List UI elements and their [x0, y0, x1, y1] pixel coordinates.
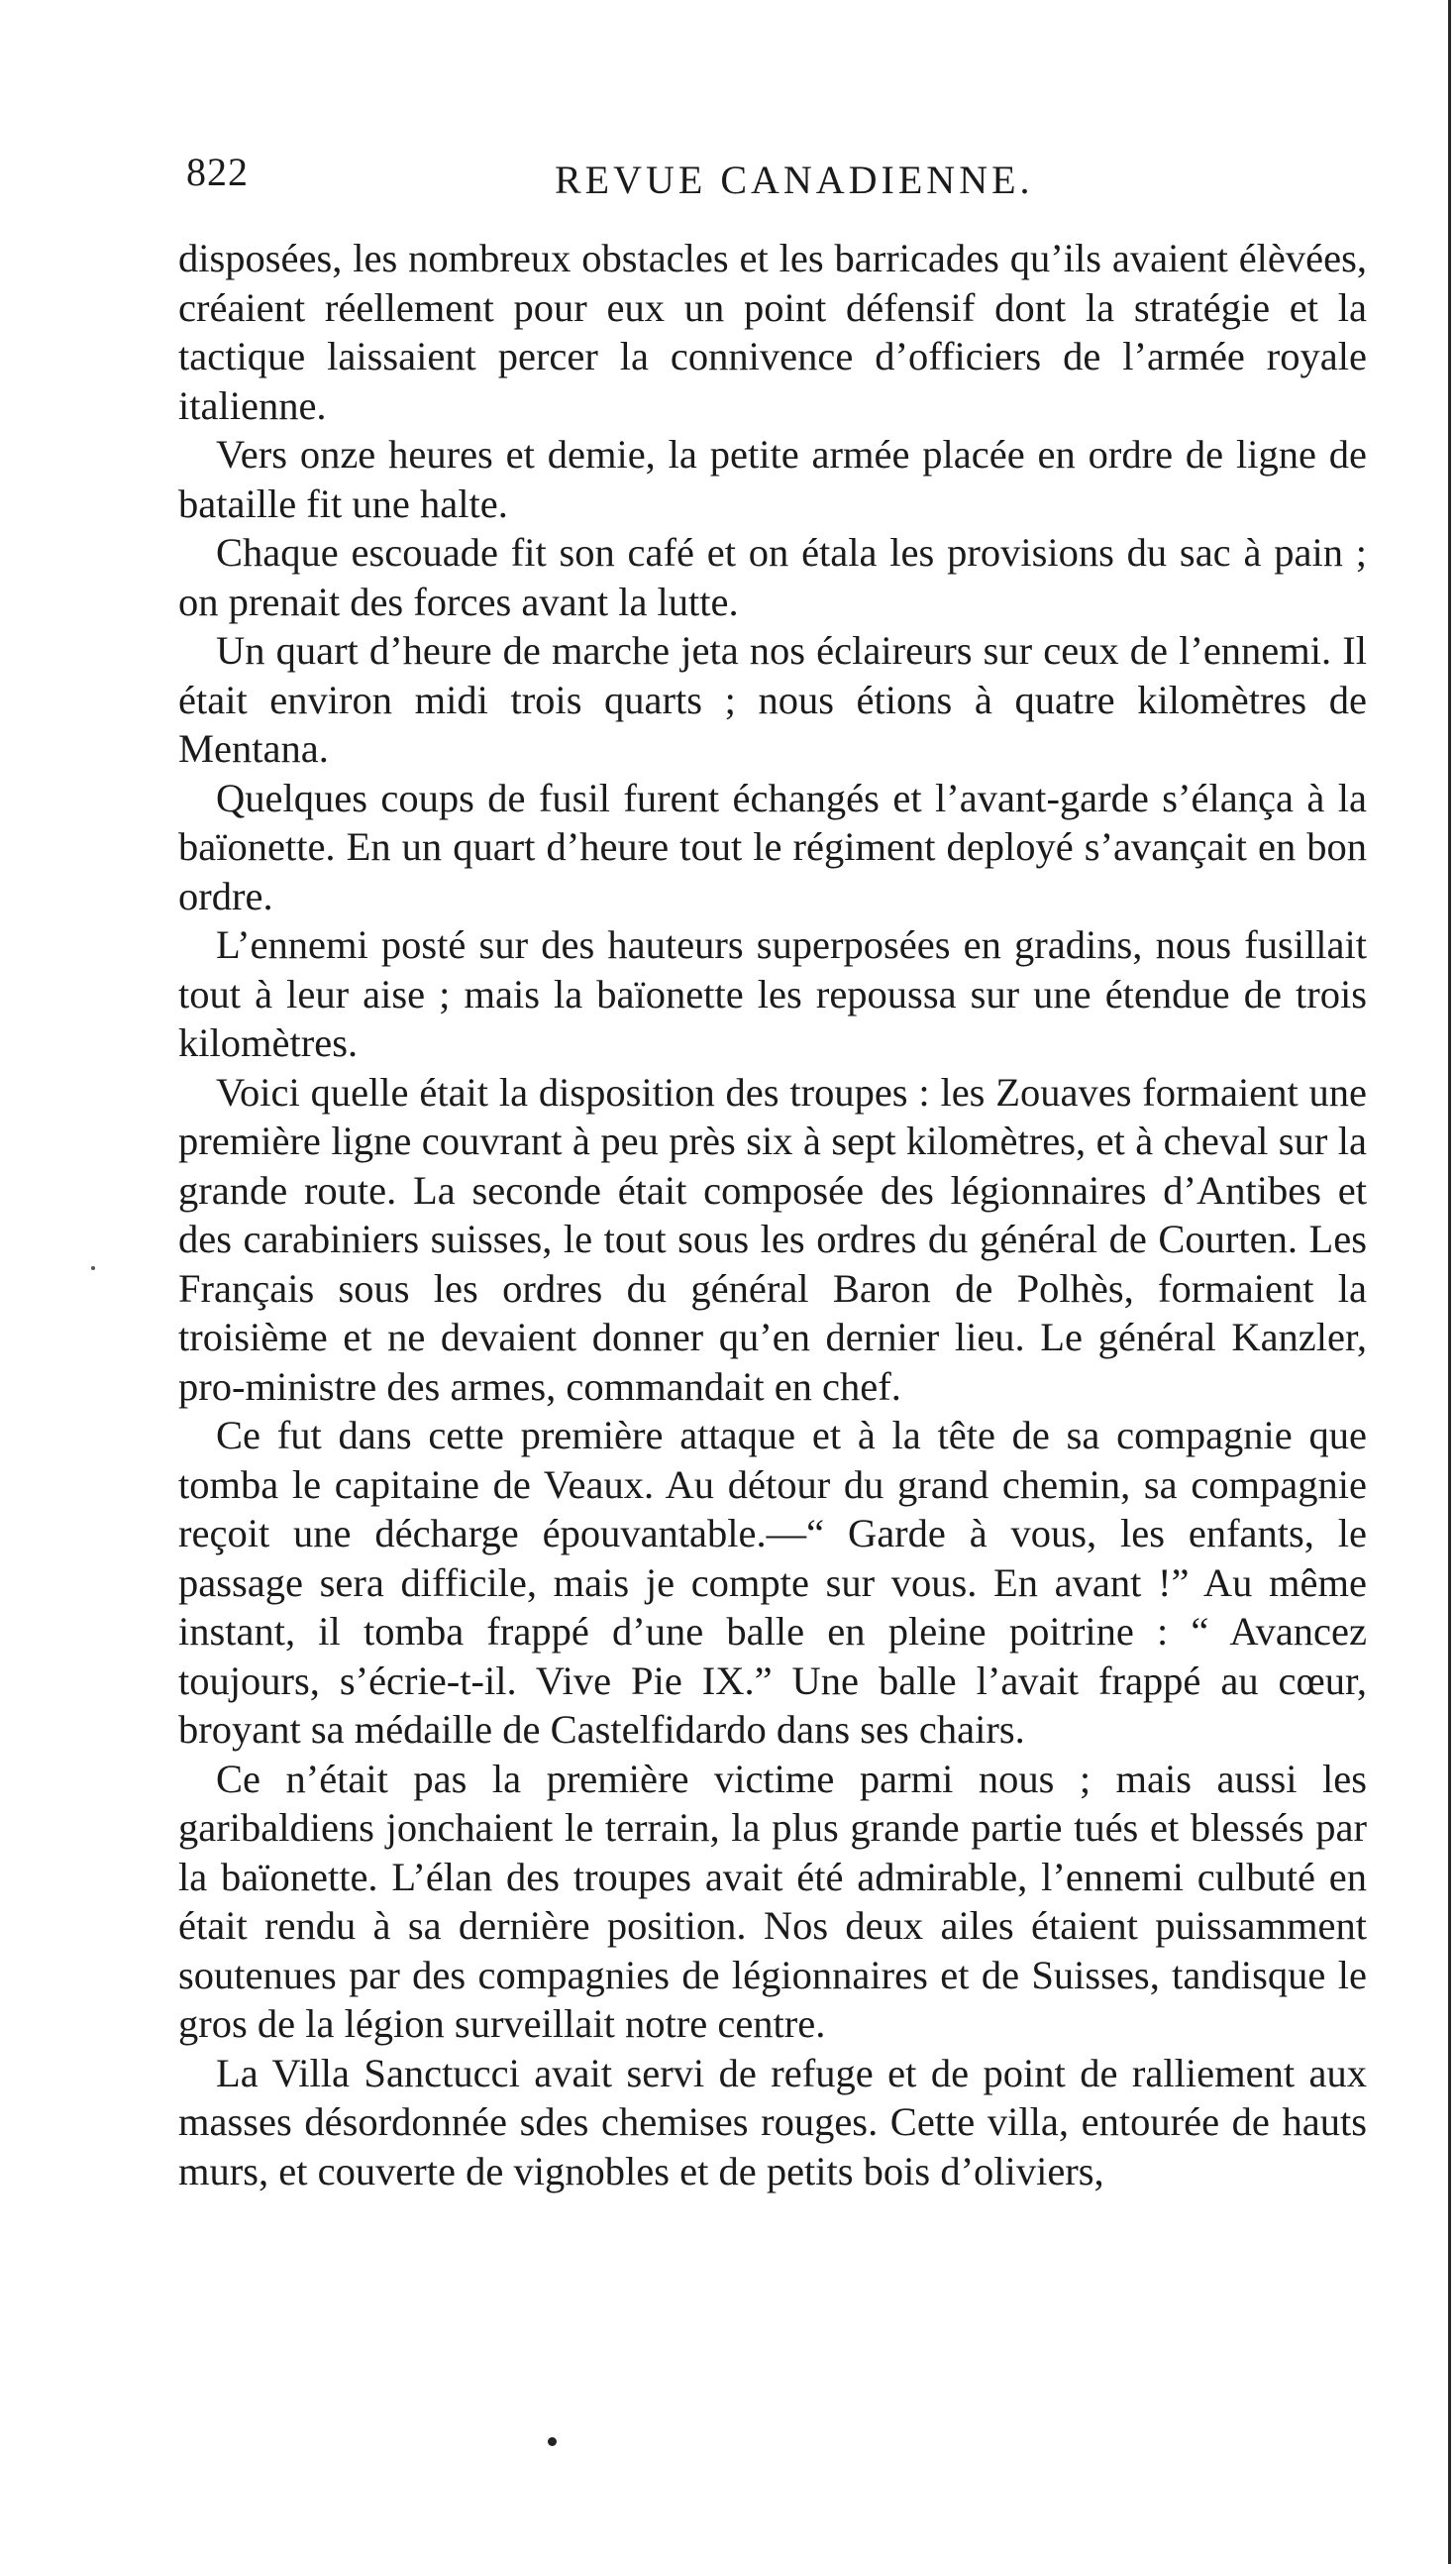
- paragraph: Ce fut dans cette première attaque et à la tête de sa compagnie que tomba le capitaine de Veaux. Au détour du grand chemin, sa compagnie reçoit une décharge épouvantable.—“ Garde à vous, les enfants, le passage sera difficile, mais je compte sur vous. En avant !” Au même instant, il tomba frappé d’une balle en pleine poitrine : “ Avancez toujours, s’écrie-t-il. Vive Pie IX.” Une balle l’avait frappé au cœur, broyant sa médaille de Castelfidardo dans ses chairs.: [178, 1413, 1367, 1752]
- paragraph: L’ennemi posté sur des hauteurs superposées en gradins, nous fusillait tout à leur aise ; mais la baïonette les repoussa sur une étendue de trois kilomètres.: [178, 922, 1367, 1065]
- paragraph: Un quart d’heure de marche jeta nos éclaireurs sur ceux de l’ennemi. Il était environ midi trois quarts ; nous étions à quatre kilomètres de Mentana.: [178, 628, 1367, 771]
- paragraph: Vers onze heures et demie, la petite armée placée en ordre de ligne de bataille fit une halte.: [178, 432, 1367, 526]
- page-edge-line: [1448, 0, 1451, 2564]
- running-title: REVUE CANADIENNE.: [555, 158, 1034, 202]
- paragraph: Ce n’était pas la première victime parmi nous ; mais aussi les garibaldiens jonchaient le terrain, la plus grande partie tués et blessés par la baïonette. L’élan des troupes avait été admirable, l’ennemi culbuté en était rendu à sa dernière position. Nos deux ailes étaient puissamment soutenues par des compagnies de légionnaires et de Suisses, tandisque le gros de la légion surveillait notre centre.: [178, 1756, 1367, 2046]
- paragraph: Chaque escouade fit son café et on étala les provisions du sac à pain ; on prenait des forces avant la lutte.: [178, 530, 1367, 624]
- paragraph: Quelques coups de fusil furent échangés et l’avant-garde s’élança à la baïonette. En un quart d’heure tout le régiment deployé s’avançait en bon ordre.: [178, 775, 1367, 918]
- ink-dot: [548, 2437, 557, 2446]
- page-number: 822: [186, 150, 249, 194]
- ink-speck: [91, 1266, 95, 1270]
- paragraph: La Villa Sanctucci avait servi de refuge et de point de ralliement aux masses désordonnée sdes chemises rouges. Cette villa, entourée de hauts murs, et couverte de vignobles et de petits bois d’oliviers,: [178, 2050, 1367, 2193]
- paragraph: Voici quelle était la disposition des troupes : les Zouaves formaient une première ligne couvrant à peu près six à sept kilomètres, et à cheval sur la grande route. La seconde était composée des légionnaires d’Antibes et des carabiniers suisses, le tout sous les ordres du général de Courten. Les Français sous les ordres du général Baron de Polhès, formaient la troisième et ne devaient donner qu’en dernier lieu. Le général Kanzler, pro-ministre des armes, commandait en chef.: [178, 1069, 1367, 1409]
- body-text: [178, 234, 1367, 2195]
- paragraph: disposées, les nombreux obstacles et les barricades qu’ils avaient élèvées, créaient réellement pour eux un point défensif dont la stratégie et la tactique laissaient percer la connivence d’officiers de l’armée royale italienne.: [178, 236, 1367, 428]
